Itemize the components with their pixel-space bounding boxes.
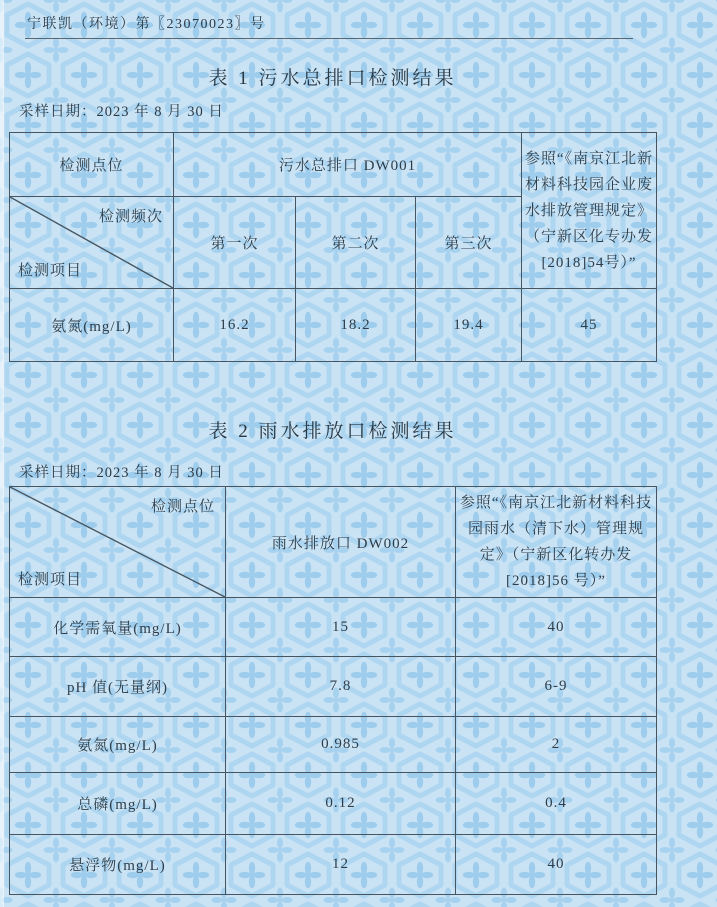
table1-reference-standard: 参照“《南京江北新材料科技园企业废水排放管理规定》（宁新区化专办发[2018]54号）” xyxy=(522,133,657,289)
table2-point-label: 检测点位 xyxy=(150,499,215,515)
table2-row1-value: 15 xyxy=(226,598,456,657)
table-row xyxy=(10,598,657,657)
table1-frequency-2: 第二次 xyxy=(296,197,416,289)
table1-sample-date: 采样日期：2023 年 8 月 30 日 xyxy=(19,104,224,120)
table2-row5-limit: 40 xyxy=(456,835,657,895)
table1-row1-value3: 19.4 xyxy=(416,289,522,362)
table2-row1-limit: 40 xyxy=(456,598,657,657)
document-number: 宁联凯（环境）第〖23070023〗号 xyxy=(27,17,266,32)
table1-frequency-3: 第三次 xyxy=(416,197,522,289)
table1-row1-limit: 45 xyxy=(522,289,657,362)
table2-reference-standard: 参照“《南京江北新材料科技园雨水（清下水）管理规定》（宁新区化转办发[2018]56 号）” xyxy=(456,487,657,598)
table-row xyxy=(10,289,657,362)
table2-row2-value: 7.8 xyxy=(226,657,456,717)
page-scan-edge xyxy=(0,0,4,907)
table-row xyxy=(10,773,657,835)
table2-diagonal-header-cell xyxy=(10,487,226,598)
table2-row2-item: pH 值(无量纲) xyxy=(10,657,226,717)
table1-point-label: 检测点位 xyxy=(10,133,174,197)
table-row xyxy=(10,657,657,717)
table1-title: 表 1 污水总排口检测结果 xyxy=(208,68,457,89)
table2-row4-limit: 0.4 xyxy=(456,773,657,835)
table2-item-label: 检测项目 xyxy=(18,572,83,588)
table2-row1-item: 化学需氧量(mg/L) xyxy=(10,598,226,657)
header-rule xyxy=(25,38,633,39)
table1-sewage-outlet-results xyxy=(9,132,657,362)
table2-row5-value: 12 xyxy=(226,835,456,895)
table2-outlet-name: 雨水排放口 DW002 xyxy=(226,487,456,598)
table-row xyxy=(10,717,657,773)
table2-rainwater-outlet-results xyxy=(9,486,657,895)
table1-item-label: 检测项目 xyxy=(18,263,83,279)
table2-row5-item: 悬浮物(mg/L) xyxy=(10,835,226,895)
table2-sample-date: 采样日期：2023 年 8 月 30 日 xyxy=(19,465,224,481)
table2-row3-value: 0.985 xyxy=(226,717,456,773)
table2-row4-value: 0.12 xyxy=(226,773,456,835)
table1-diagonal-header-cell xyxy=(10,197,174,289)
table1-row1-item: 氨氮(mg/L) xyxy=(10,289,174,362)
table2-row4-item: 总磷(mg/L) xyxy=(10,773,226,835)
table1-outlet-name: 污水总排口 DW001 xyxy=(174,133,522,197)
table2-row3-item: 氨氮(mg/L) xyxy=(10,717,226,773)
table-row xyxy=(10,835,657,895)
table2-row2-limit: 6-9 xyxy=(456,657,657,717)
table2-row3-limit: 2 xyxy=(456,717,657,773)
table1-row1-value2: 18.2 xyxy=(296,289,416,362)
table1-frequency-1: 第一次 xyxy=(174,197,296,289)
table1-frequency-label: 检测频次 xyxy=(98,209,163,225)
table1-row1-value1: 16.2 xyxy=(174,289,296,362)
table2-title: 表 2 雨水排放口检测结果 xyxy=(208,421,457,442)
